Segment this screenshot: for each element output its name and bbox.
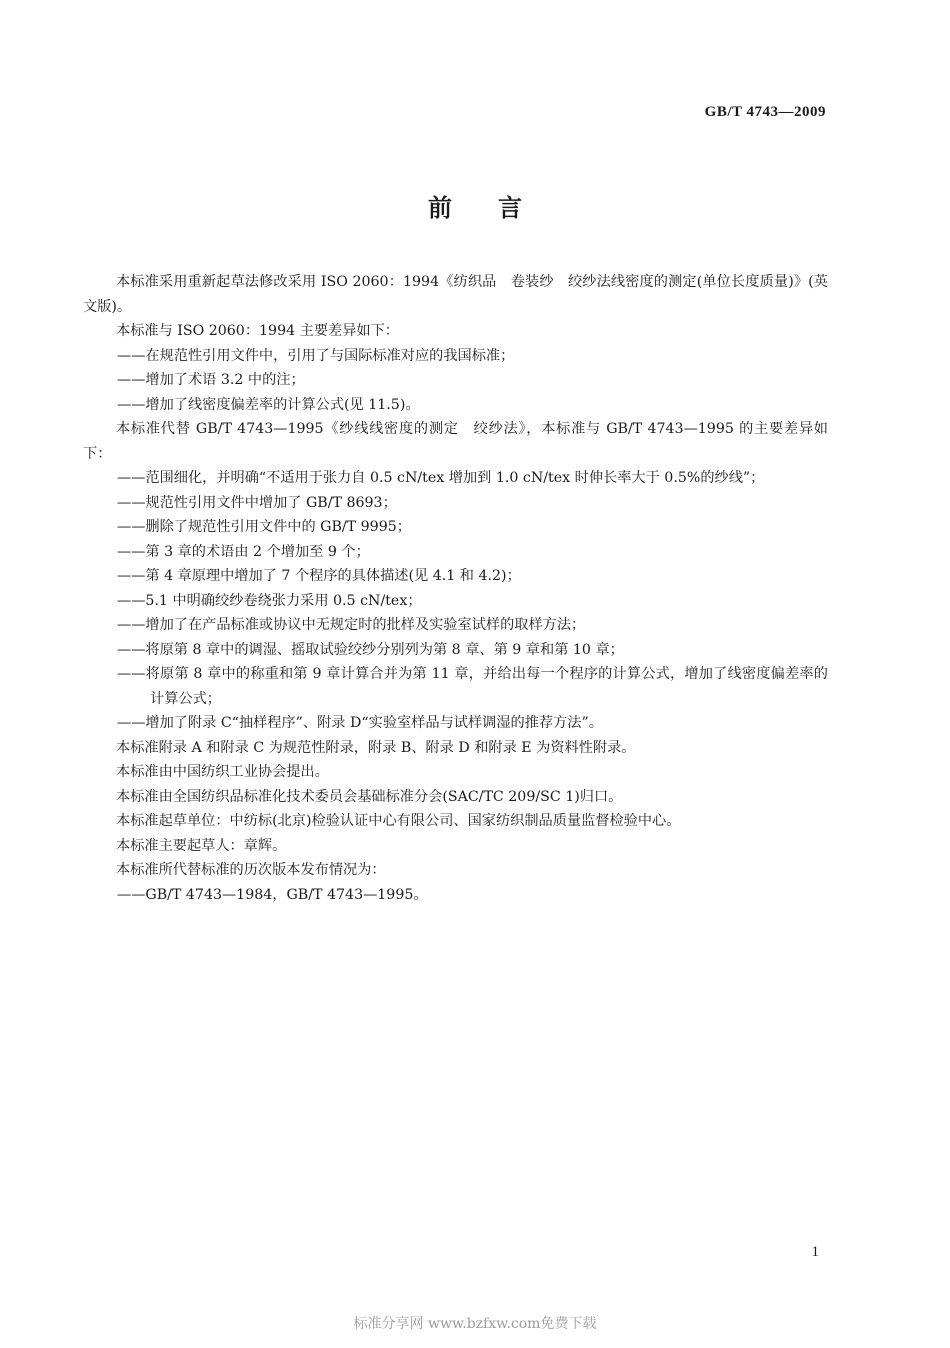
paragraph: 本标准主要起草人：章辉。 [116,837,287,854]
list-item: ——GB/T 4743—1984，GB/T 4743—1995。 [117,886,428,903]
list-item: ——增加了线密度偏差率的计算公式(见 11.5)。 [117,396,420,413]
paragraph: 本标准由中国纺织工业协会提出。 [116,764,329,780]
list-item: ——增加了附录 C“抽样程序”、附录 D“实验室样品与试样调湿的推荐方法”。 [117,715,603,731]
list-item: ——将原第 8 章中的称重和第 9 章计算合并为第 11 章，并给出每一个程序的计算公式，增加了线密度偏差率的计算公式； [117,666,828,707]
paragraph: 本标准附录 A 和附录 C 为规范性附录，附录 B、附录 D 和附录 E 为资料性附录。 [116,739,636,756]
paragraph: 本标准代替 GB/T 4743—1995《纱线线密度的测定 绞纱法》，本标准与 GB/T 4743—1995 的主要差异如下： [83,421,828,462]
standard-number: GB/T 4743—2009 [704,104,826,120]
list-item: ——增加了在产品标准或协议中无规定时的批样及实验室试样的取样方法； [117,617,586,633]
paragraph: 本标准所代替标准的历次版本发布情况为： [116,862,386,878]
list-item: ——规范性引用文件中增加了 GB/T 8693； [117,494,397,511]
page-number: 1 [811,1244,819,1260]
page-title: 前言 [428,193,568,222]
list-item: ——第 3 章的术语由 2 个增加至 9 个； [117,543,370,560]
list-item: ——增加了术语 3.2 中的注； [117,372,305,388]
list-item: ——在规范性引用文件中，引用了与国际标准对应的我国标准； [117,347,515,364]
list-item: ——将原第 8 章中的调湿、摇取试验绞纱分别列为第 8 章、第 9 章和第 10 章； [117,641,624,658]
list-item: ——删除了规范性引用文件中的 GB/T 9995； [117,519,411,535]
paragraph: 本标准与 ISO 2060：1994 主要差异如下： [116,323,399,339]
paragraph: 本标准由全国纺织品标准化技术委员会基础标准分会(SAC/TC 209/SC 1)归口。 [116,788,623,805]
list-item: ——5.1 中明确绞纱卷绕张力采用 0.5 cN/tex； [117,592,422,609]
list-item: ——第 4 章原理中增加了 7 个程序的具体描述(见 4.1 和 4.2)； [117,568,521,584]
list-item: ——范围细化，并明确“不适用于张力自 0.5 cN/tex 增加到 1.0 cN/tex 时伸长率大于 0.5%的纱线”； [117,470,765,486]
paragraph: 本标准起草单位：中纺标(北京)检验认证中心有限公司、国家纺织制品质量监督检验中心。 [116,813,681,829]
footer-watermark: 标准分享网 www.bzfxw.com免费下载 [353,1316,597,1332]
paragraph: 本标准采用重新起草法修改采用 ISO 2060：1994《纺织品 卷装纱 绞纱法线密度的测定(单位长度质量)》(英文版)。 [83,274,828,315]
document-body [83,270,828,907]
